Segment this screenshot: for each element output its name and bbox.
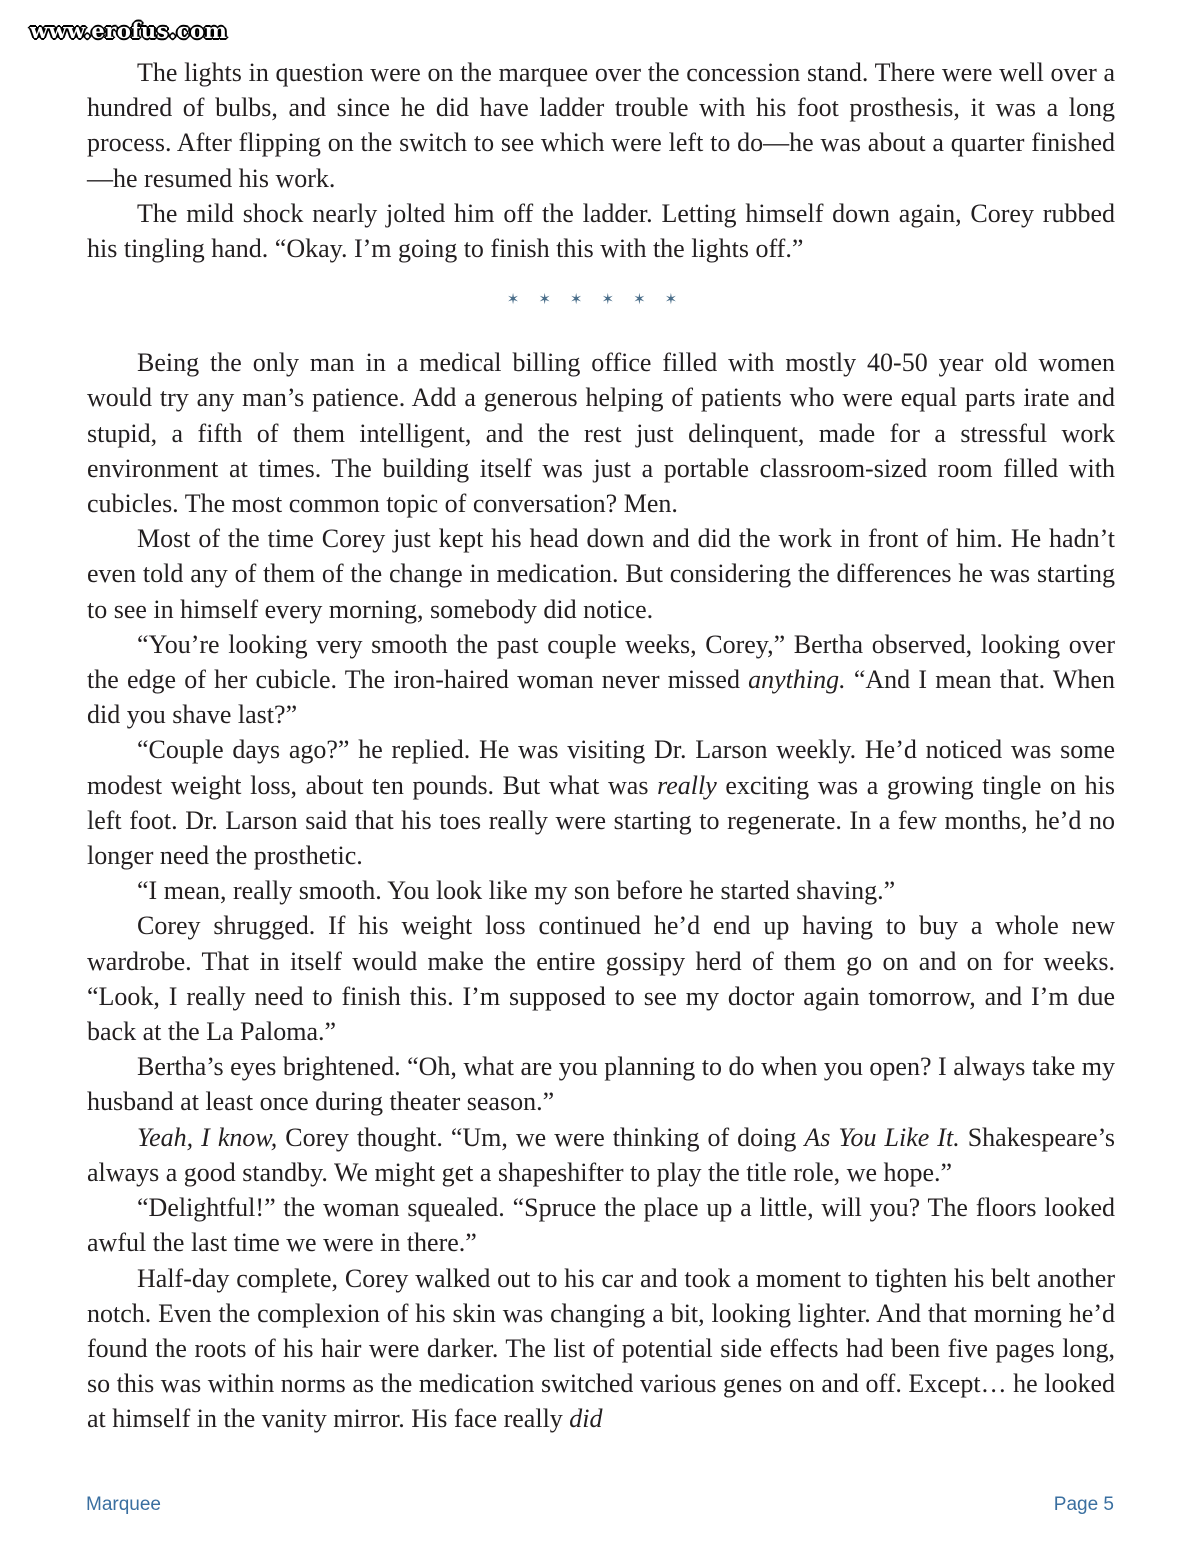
text-run: Corey shrugged. If his weight loss continued he’d end up having to buy a whole new wardrobe. That in itself would make the entire gossipy herd of them go on and on for weeks. “Look, I really need to finish this. I’m supposed to see my doctor again tomorrow, and I’m due back at the La Paloma.” — [87, 911, 1115, 1047]
footer-title: Marquee — [86, 1494, 161, 1515]
separator-star-icon: ✶ — [633, 290, 646, 309]
separator-star-icon: ✶ — [506, 290, 520, 309]
paragraph — [87, 1049, 1115, 1119]
text-run: The lights in question were on the marquee over the concession stand. There were well over a hundred of bulbs, and since he did have ladder trouble with his foot prosthesis, it was a long process. After flipping on the switch to see which were left to do—he was about a quarter finished—he resumed his work. — [87, 58, 1115, 193]
text-run: “Delightful!” the woman squealed. “Spruce the place up a little, will you? The floors looked awful the last time we were in there.” — [87, 1193, 1115, 1258]
paragraph — [87, 345, 1115, 521]
text-run: Most of the time Corey just kept his head down and did the work in front of him. He hadn’t even told any of them of the change in medication. But considering the differences he was starting to see in himself every morning, somebody did notice. — [87, 524, 1115, 624]
section-separator — [69, 266, 1115, 336]
separator-star-icon: ✶ — [601, 290, 615, 309]
paragraph — [87, 1120, 1115, 1190]
text-run: Corey thought. “Um, we were thinking of doing — [277, 1122, 805, 1152]
page-footer — [86, 1494, 1114, 1516]
paragraph — [87, 1261, 1115, 1437]
paragraph — [87, 732, 1115, 873]
watermark: www.erofus.com — [30, 18, 228, 43]
page-body — [87, 55, 1115, 1437]
italic-text: really — [657, 770, 717, 800]
paragraph — [87, 1190, 1115, 1260]
separator-star-icon: ✶ — [664, 290, 678, 309]
text-run: Being the only man in a medical billing office filled with mostly 40-50 year old women would try any man’s patience. Add a generous helping of patients who were equal parts irate and stupid, a fifth of them intelligent, and the rest just delinquent, made for a stressful work environment at times. The building itself was just a portable classroom-sized room filled with cubicles. The most common topic of conversation? Men. — [87, 348, 1115, 519]
separator-star-icon: ✶ — [569, 290, 583, 309]
text-run: “You’re looking very smooth the past couple weeks, Corey,” Bertha observed, looking over the edge of her cubicle. The iron-haired woman never missed — [87, 629, 1115, 695]
paragraph — [87, 908, 1115, 1049]
text-run: “Couple days ago?” he replied. He was visiting Dr. Larson weekly. He’d noticed was some modest weight loss, about ten pounds. But what was — [87, 735, 1115, 800]
text-run: “And I mean that. When did you shave last?” — [87, 665, 1115, 730]
text-run: “I mean, really smooth. You look like my son before he started shaving.” — [137, 876, 896, 906]
text-run: exciting was a growing tingle on his left foot. Dr. Larson said that his toes really were starting to regenerate. In a few months, he’d no longer need the prosthetic. — [87, 770, 1115, 871]
paragraph — [87, 196, 1115, 266]
italic-text: did — [569, 1404, 603, 1434]
paragraph — [87, 873, 1115, 908]
text-run: Half-day complete, Corey walked out to his car and took a moment to tighten his belt another notch. Even the complexion of his skin was changing a bit, looking lighter. And that morning he’d found the roots of his hair were darker. The list of potential side effects had been five pages long, so this was within norms as the medication switched various genes on and off. Except… he looked at himself in the vanity mirror. His face really — [87, 1263, 1115, 1434]
text-run: Bertha’s eyes brightened. “Oh, what are you planning to do when you open? I always take my husband at least once during theater season.” — [87, 1052, 1115, 1117]
text-run: The mild shock nearly jolted him off the ladder. Letting himself down again, Corey rubbed his tingling hand. “Okay. I’m going to finish this with the lights off.” — [87, 198, 1115, 264]
italic-text: Yeah, I know, — [137, 1122, 278, 1152]
page-number: Page 5 — [1053, 1494, 1114, 1515]
italic-text: As You Like It. — [804, 1122, 960, 1152]
italic-text: anything. — [748, 665, 846, 695]
paragraph — [87, 521, 1115, 627]
separator-star-icon: ✶ — [538, 290, 551, 309]
paragraph — [87, 627, 1115, 733]
text-run: Shakespeare’s always a good standby. We might get a shapeshifter to play the title role, we hope.” — [87, 1122, 1116, 1187]
paragraph — [87, 55, 1115, 196]
